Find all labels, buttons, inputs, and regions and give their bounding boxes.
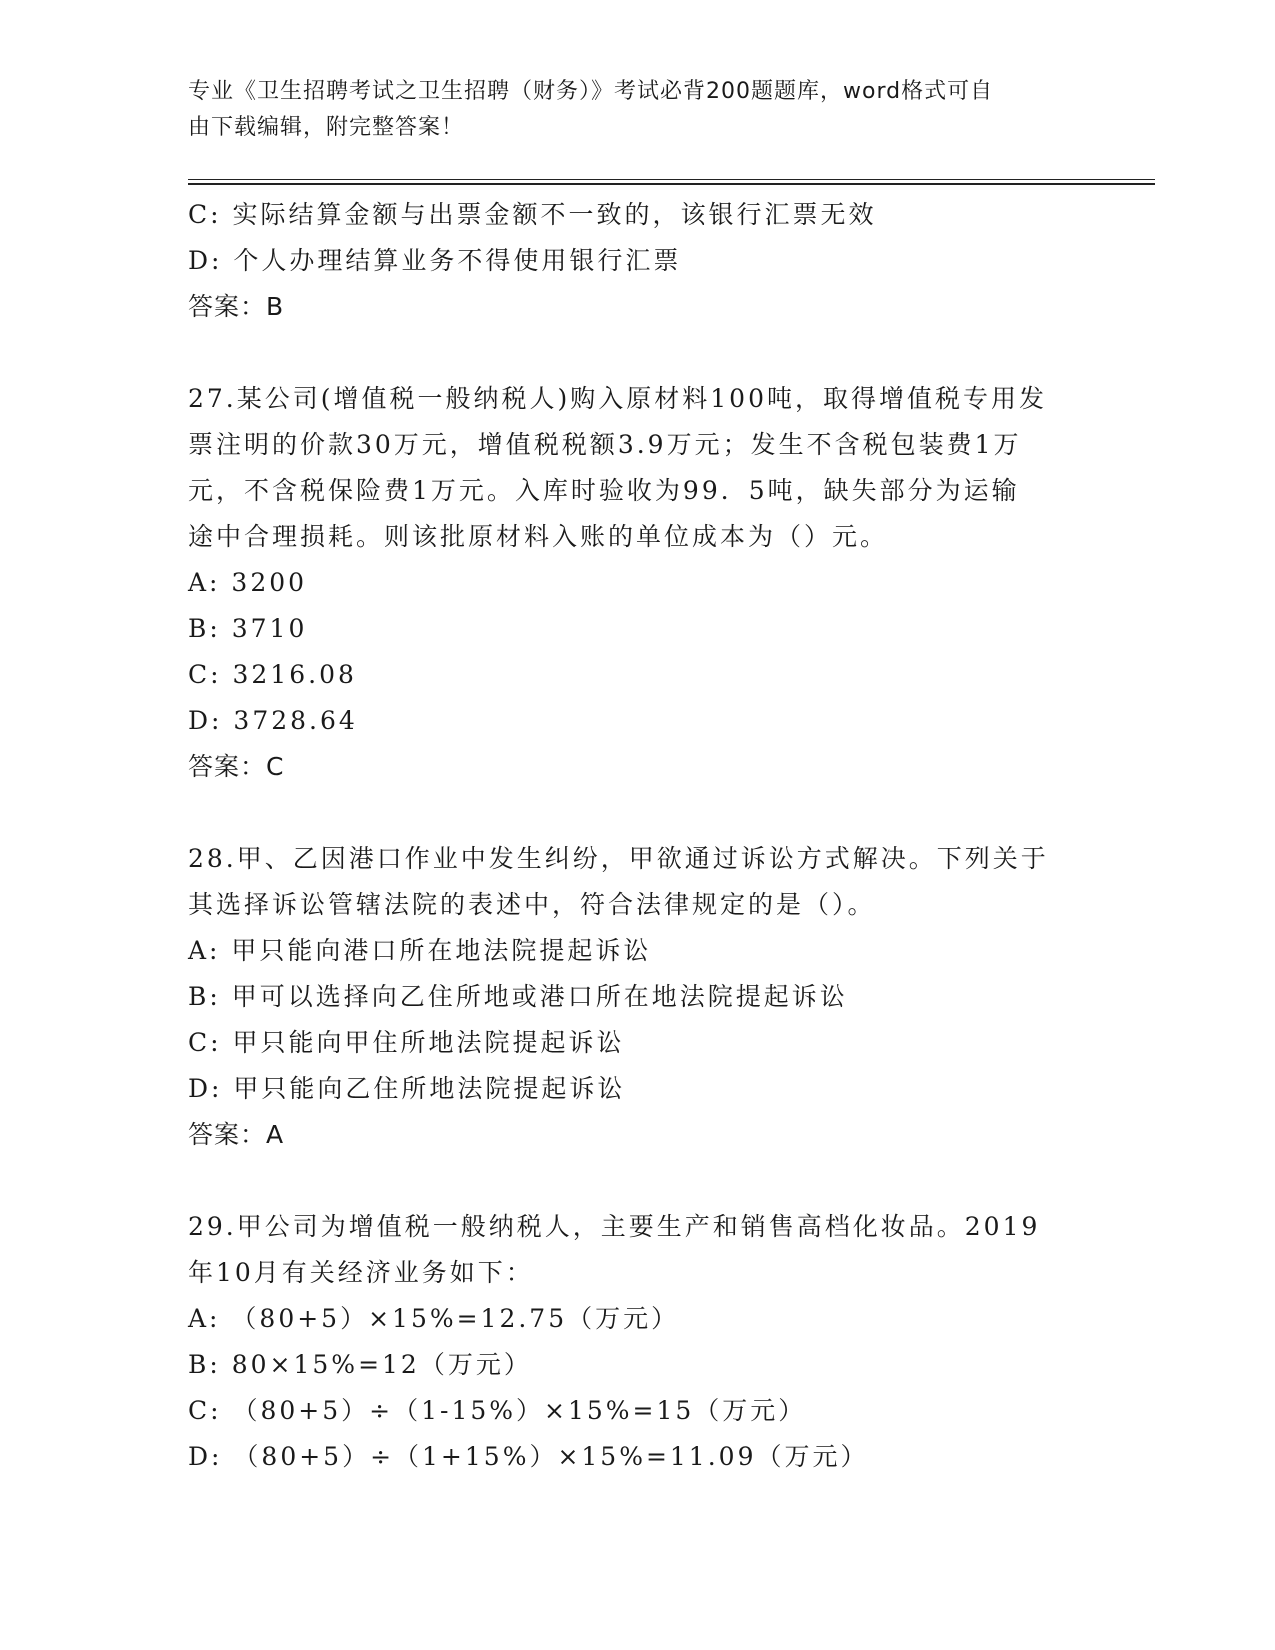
header-rule-thick	[188, 183, 1155, 185]
header-line-1: 专业《卫生招聘考试之卫生招聘（财务）》考试必背200题题库，word格式可自	[188, 79, 994, 104]
header-line-2: 由下载编辑，附完整答案！	[188, 115, 465, 140]
option-d: D: 甲只能向乙住所地法院提起诉讼	[188, 1074, 626, 1103]
question-text-line: 元，不含税保险费1万元。入库时验收为99．5吨，缺失部分为运输	[188, 476, 1020, 505]
question-text-line: 途中合理损耗。则该批原材料入账的单位成本为（）元。	[188, 522, 889, 551]
question-text-line: 29.甲公司为增值税一般纳税人，主要生产和销售高档化妆品。2019	[188, 1212, 1041, 1241]
question-text-line: 28.甲、乙因港口作业中发生纠纷，甲欲通过诉讼方式解决。下列关于	[188, 844, 1049, 873]
spacer	[188, 330, 1088, 376]
option-b: B: 甲可以选择向乙住所地或港口所在地法院提起诉讼	[188, 982, 848, 1011]
document-header	[188, 74, 1068, 146]
option-b: B: 3710	[188, 614, 308, 643]
option-b: B: 80×15%=12（万元）	[188, 1350, 532, 1379]
question-text-line: 27.某公司(增值税一般纳税人)购入原材料100吨，取得增值税专用发	[188, 384, 1047, 413]
option-d: D: 个人办理结算业务不得使用银行汇票	[188, 246, 682, 275]
question-29	[188, 1204, 1088, 1480]
spacer	[188, 1158, 1088, 1204]
header-rule-thin	[188, 179, 1155, 180]
option-d: D: 3728.64	[188, 706, 358, 735]
option-a: A: 甲只能向港口所在地法院提起诉讼	[188, 936, 652, 965]
answer: 答案：B	[188, 292, 285, 321]
carryover-question	[188, 192, 1088, 330]
option-c: C: 实际结算金额与出票金额不一致的，该银行汇票无效	[188, 200, 877, 229]
question-text-line: 年10月有关经济业务如下：	[188, 1258, 534, 1287]
option-c: C: 3216.08	[188, 660, 357, 689]
answer: 答案：A	[188, 1120, 285, 1149]
option-d: D: （80+5）÷（1+15%）×15%=11.09（万元）	[188, 1442, 869, 1471]
option-a: A: 3200	[188, 568, 308, 597]
option-c: C: 甲只能向甲住所地法院提起诉讼	[188, 1028, 625, 1057]
question-text-line: 票注明的价款30万元，增值税税额3.9万元；发生不含税包装费1万	[188, 430, 1022, 459]
document-body	[188, 192, 1088, 1480]
option-a: A: （80+5）×15%=12.75（万元）	[188, 1304, 680, 1333]
spacer	[188, 790, 1088, 836]
question-28	[188, 836, 1088, 1158]
question-text-line: 其选择诉讼管辖法院的表述中，符合法律规定的是（）。	[188, 890, 876, 919]
question-27	[188, 376, 1088, 790]
option-c: C: （80+5）÷（1-15%）×15%=15（万元）	[188, 1396, 807, 1425]
answer: 答案：C	[188, 752, 285, 781]
